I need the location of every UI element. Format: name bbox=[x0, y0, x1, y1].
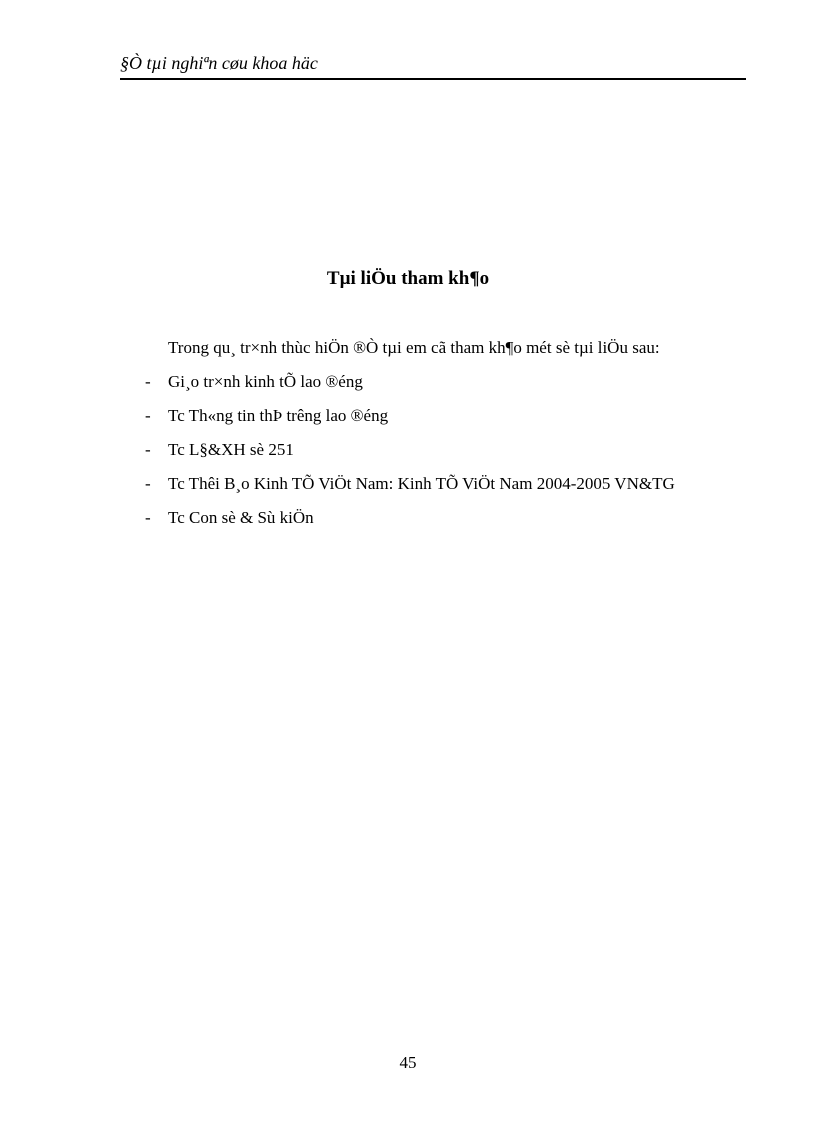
bullet-dash: - bbox=[145, 474, 151, 493]
reference-text: Gi¸o tr×nh kinh tÕ lao ®éng bbox=[168, 372, 363, 391]
page-number: 45 bbox=[399, 1053, 417, 1072]
bullet-dash: - bbox=[145, 440, 151, 459]
reference-text: Tc Thêi B¸o Kinh TÕ ViÖt Nam: Kinh TÕ ViÖt Nam 2004-2005 VN&TG bbox=[168, 474, 675, 493]
bullet-dash: - bbox=[145, 406, 151, 425]
reference-text: Tc L§&XH sè 251 bbox=[168, 440, 294, 459]
reference-text: Tc Con sè & Sù kiÖn bbox=[168, 508, 314, 527]
bullet-dash: - bbox=[145, 508, 151, 527]
reference-text: Tc Th«ng tin thÞ trêng lao ®éng bbox=[168, 406, 389, 425]
bullet-dash: - bbox=[145, 372, 151, 391]
header-title: §Ò tµi nghiªn cøu khoa häc bbox=[120, 53, 318, 73]
page-header bbox=[120, 52, 746, 80]
intro-paragraph: Trong qu¸ tr×nh thùc hiÖn ®Ò tµi em cã tham kh¶o mét sè tµi liÖu sau: bbox=[168, 338, 660, 357]
document-title: Tµi liÖu tham kh¶o bbox=[326, 268, 490, 289]
